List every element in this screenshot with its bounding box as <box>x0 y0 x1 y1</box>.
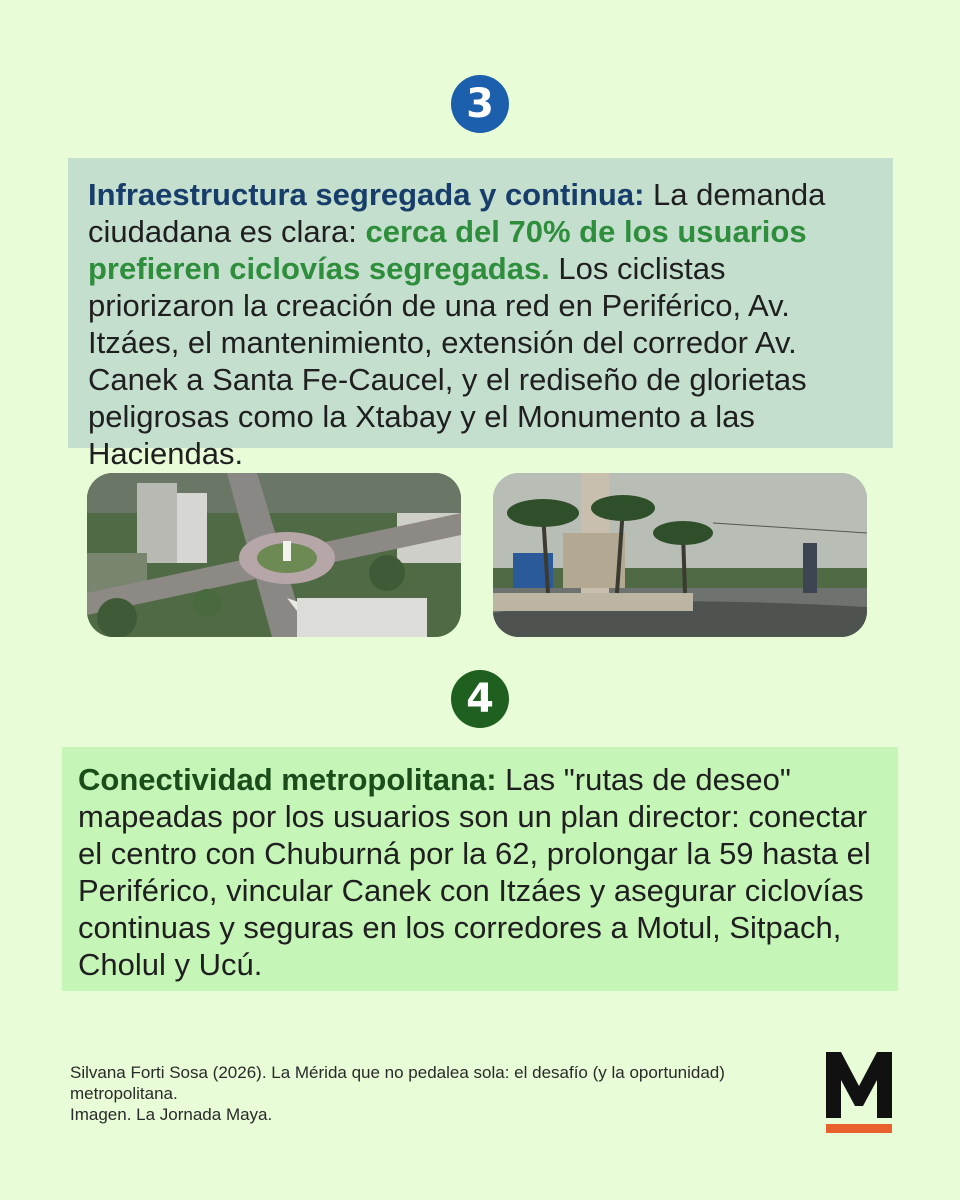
credit-line-2: Imagen. La Jornada Maya. <box>70 1105 273 1124</box>
credit-line-1: Silvana Forti Sosa (2026). La Mérida que no pedalea sola: el desafío (y la oportunidad) metropolitana. <box>70 1063 725 1103</box>
la-jornada-maya-logo <box>826 1052 892 1134</box>
section-3-card <box>68 158 893 471</box>
section-4-text: Las "rutas de deseo" mapeadas por los usuarios son un plan director: conectar el centro con Chuburná por la 62, prolongar la 59 hasta el Periférico, vincular Canek con Itzáes y asegurar ciclovías continuas y seguras en los corredores a Motul, Sitpach, Cholul y Ucú. <box>78 762 871 982</box>
section-4-card <box>62 747 898 991</box>
section-3-text-a: La demanda ciudadana es clara: <box>88 177 826 249</box>
section-4-badge: 4 <box>451 670 509 728</box>
section-3-badge: 3 <box>451 75 509 133</box>
monument-palms-photo <box>493 473 867 637</box>
aerial-roundabout-photo <box>87 473 461 637</box>
section-4-title: Conectividad metropolitana: <box>78 762 497 797</box>
credit-text <box>70 1062 790 1125</box>
section-3-highlight: cerca del 70% de los usuarios prefieren ciclovías segregadas. <box>88 214 807 286</box>
section-3-title: Infraestructura segregada y continua: <box>88 177 645 212</box>
section-3-text-b: Los ciclistas priorizaron la creación de una red en Periférico, Av. Itzáes, el mantenimiento, extensión del corredor Av. Canek a Santa Fe-Caucel, y el rediseño de glorietas peligrosas como la Xtabay y el Monumento a las Haciendas. <box>88 251 807 471</box>
